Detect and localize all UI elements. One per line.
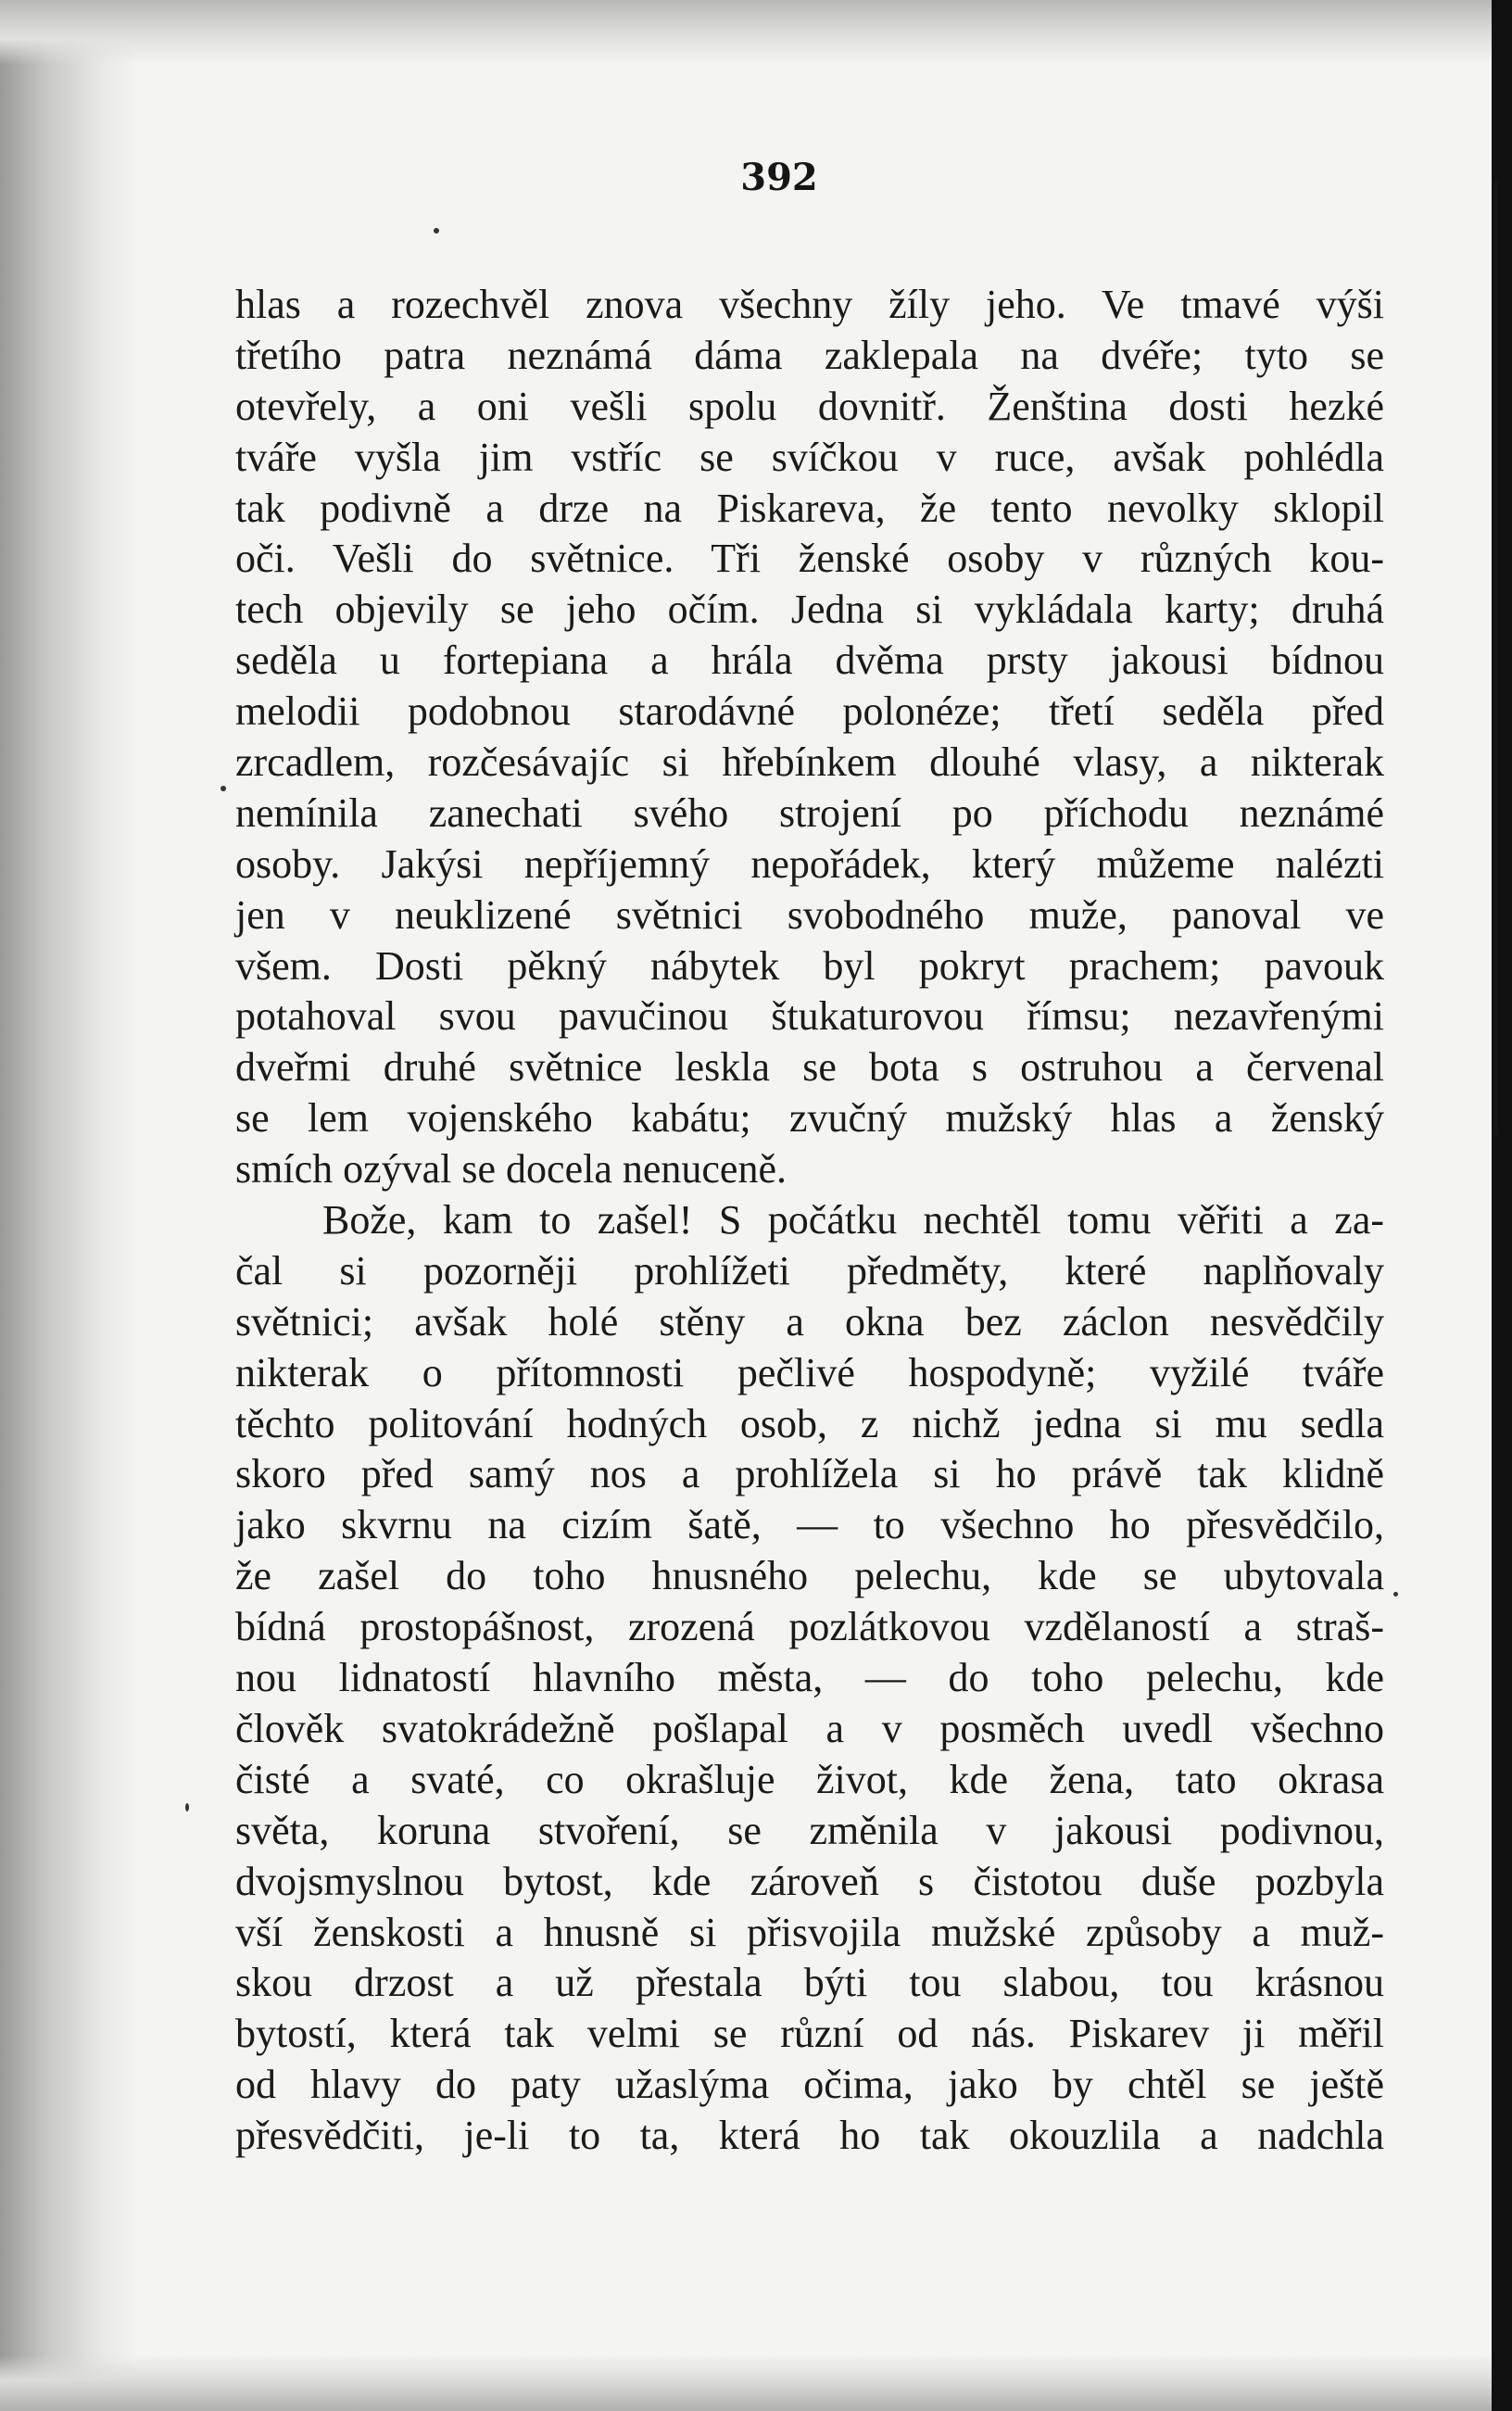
text-line: bídná prostopášnost, zrozená pozlátkovou vzdělaností a straš-	[235, 1604, 1384, 1650]
text-line: nou lidnatostí hlavního města, — do toho pelechu, kde	[235, 1655, 1384, 1701]
text-line: tak podivně a drze na Piskareva, že tento nevolky sklopil	[235, 485, 1384, 531]
text-line: dveřmi druhé světnice leskla se bota s ostruhou a červenal	[235, 1044, 1384, 1091]
scan-speck	[185, 1803, 189, 1811]
margin-rule	[1493, 181, 1498, 1135]
text-line-paragraph-start: Bože, kam to zašel! S počátku nechtěl tomu věřiti a za-	[322, 1197, 1384, 1243]
scan-shadow-bottom	[0, 2355, 1512, 2411]
text-line: osoby. Jakýsi nepříjemný nepořádek, který můžeme nalézti	[235, 840, 1384, 887]
scan-speck	[1393, 1592, 1398, 1597]
scan-shadow-left	[0, 0, 139, 2411]
text-line: skou drzost a už přestala býti tou slabou, tou krásnou	[235, 1960, 1384, 2006]
text-line: těchto politování hodných osob, z nichž jedna si mu sedla	[235, 1400, 1384, 1446]
text-line: nikterak o přítomnosti pečlivé hospodyně; vyžilé tváře	[235, 1349, 1384, 1395]
text-line: všem. Dosti pěkný nábytek byl pokryt prachem; pavouk	[235, 942, 1384, 989]
body-text	[235, 280, 1384, 2162]
text-line: seděla u fortepiana a hrála dvěma prsty jakousi bídnou	[235, 637, 1384, 684]
text-line: nemínila zanechati svého strojení po příchodu neznámé	[235, 789, 1384, 836]
text-line: přesvědčiti, je-li to ta, která ho tak okouzlila a nadchla	[235, 2113, 1384, 2159]
text-line: zrcadlem, rozčesávajíc si hřebínkem dlouhé vlasy, a nikterak	[235, 739, 1384, 786]
text-line: oči. Vešli do světnice. Tři ženské osoby v různých kou-	[235, 536, 1384, 582]
text-line: tech objevily se jeho očím. Jedna si vykládala karty; druhá	[235, 587, 1384, 633]
scan-speck	[220, 786, 226, 791]
text-line: člověk svatokrádežně pošlapal a v posměch uvedl všechno	[235, 1705, 1384, 1751]
text-line: světa, koruna stvoření, se změnila v jakousi podivnou,	[235, 1807, 1384, 1853]
text-line: potahoval svou pavučinou štukaturovou římsu; nezavřenými	[235, 993, 1384, 1040]
text-line: vší ženskosti a hnusně si přisvojila mužské způsoby a muž-	[235, 1909, 1384, 1955]
text-line: třetího patra neznámá dáma zaklepala na dvéře; tyto se	[235, 332, 1384, 378]
text-line: bytostí, která tak velmi se různí od nás. Piskarev ji měřil	[235, 2011, 1384, 2057]
text-line: skoro před samý nos a prohlížela si ho právě tak klidně	[235, 1451, 1384, 1497]
text-line: otevřely, a oni vešli spolu dovnitř. Ženština dosti hezké	[235, 383, 1384, 429]
text-line: se lem vojenského kabátu; zvučný mužský hlas a ženský	[235, 1095, 1384, 1142]
text-line: že zašel do toho hnusného pelechu, kde se ubytovala	[235, 1553, 1384, 1599]
text-line: od hlavy do paty užaslýma očima, jako by chtěl se ještě	[235, 2062, 1384, 2108]
page-number: 392	[740, 156, 818, 199]
text-line: tváře vyšla jim vstříc se svíčkou v ruce, avšak pohlédla	[235, 434, 1384, 480]
text-line-paragraph-end: smích ozýval se docela nenuceně.	[235, 1146, 787, 1193]
text-line: dvojsmyslnou bytost, kde zároveň s čistotou duše pozbyla	[235, 1858, 1384, 1904]
text-line: jako skvrnu na cizím šatě, — to všechno ho přesvědčilo,	[235, 1502, 1384, 1548]
scan-speck	[434, 228, 439, 234]
text-line: čal si pozorněji prohlížeti předměty, které naplňovaly	[235, 1247, 1384, 1294]
text-line: melodii podobnou starodávné polonéze; třetí seděla před	[235, 688, 1384, 735]
text-line: jen v neuklizené světnici svobodného muže, panoval ve	[235, 891, 1384, 938]
text-line: hlas a rozechvěl znova všechny žíly jeho. Ve tmavé výši	[235, 282, 1384, 327]
scan-shadow-top	[0, 0, 1512, 65]
text-line: čisté a svaté, co okrašluje život, kde žena, tato okrasa	[235, 1756, 1384, 1802]
text-line: světnici; avšak holé stěny a okna bez záclon nesvědčily	[235, 1298, 1384, 1344]
